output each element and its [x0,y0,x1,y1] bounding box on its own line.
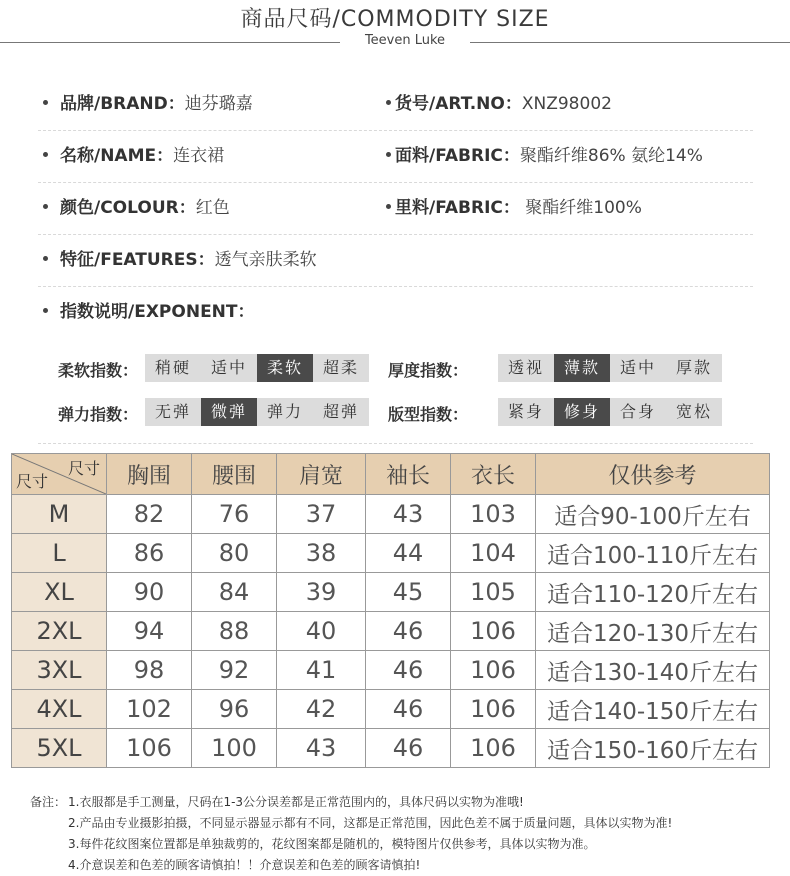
thickness-label: 厚度指数： [388,361,469,380]
index-option: 弹力 [266,402,303,421]
header-chest: 胸围 [107,454,192,495]
size-table-header [12,454,770,495]
measure-cell: 86 [107,534,192,573]
art-no-key: 货号/ART.NO： [395,94,522,114]
notes-label: 备注： [30,795,67,809]
index-option: 无弹 [154,402,191,421]
fit-label: 版型指数： [388,405,469,424]
measure-cell: 42 [277,690,366,729]
measure-cell: 46 [366,729,451,768]
page-title: 商品尺码/COMMODITY SIZE [240,7,550,32]
index-option: 超柔 [322,358,359,377]
bullet-icon [43,256,48,261]
brand-subtitle: Teeven Luke [364,33,446,48]
features-info [43,234,317,286]
size-cell: 3XL [12,651,107,690]
size-cell: 2XL [12,612,107,651]
header-length: 衣长 [451,454,536,495]
index-block [38,345,753,444]
note-text: 3.每件花纹图案位置都是单独裁剪的，花纹图案都是随机的，模特图片仅供参考，具体以实物为准。 [68,837,596,851]
fabric-info [386,130,703,182]
lining-info [386,182,642,234]
measure-cell: 90 [107,573,192,612]
elasticity-index [38,398,368,426]
name-info [43,130,224,182]
index-option: 紧身 [507,402,544,421]
measure-cell: 46 [366,612,451,651]
measure-cell: 46 [366,690,451,729]
thickness-index [388,354,748,382]
fit-index [388,398,748,426]
measure-cell: 39 [277,573,366,612]
table-row [12,534,770,573]
measure-cell: 82 [107,495,192,534]
colour-value: 红色 [195,198,230,218]
bullet-icon [386,152,391,157]
name-value: 连衣裙 [173,146,225,166]
size-cell: M [12,495,107,534]
colour-key: 颜色/COLOUR： [60,198,196,218]
colour-info [43,182,230,234]
measure-cell: 43 [366,495,451,534]
bullet-icon [386,100,391,105]
index-option: 超弹 [322,402,359,421]
info-row-exponent [38,286,753,338]
lining-value: 聚酯纤维100% [519,198,642,218]
header-waist: 腰围 [192,454,277,495]
brand-value: 迪芬璐嘉 [184,94,253,114]
size-cell: 4XL [12,690,107,729]
fabric-value: 聚酯纤维86% 氨纶14% [519,146,703,166]
measure-cell: 103 [451,495,536,534]
index-option-selected: 修身 [554,398,610,426]
measure-cell: 80 [192,534,277,573]
bullet-icon [43,204,48,209]
measure-cell: 88 [192,612,277,651]
header-reference: 仅供参考 [536,454,770,495]
bullet-icon [386,204,391,209]
size-cell: 5XL [12,729,107,768]
index-option: 适中 [619,358,656,377]
index-option: 透视 [507,358,544,377]
exponent-info [43,286,255,338]
measure-cell: 84 [192,573,277,612]
bullet-icon [43,152,48,157]
measure-cell: 40 [277,612,366,651]
corner-top-label: 尺寸 [67,459,100,478]
measure-cell: 37 [277,495,366,534]
measure-cell: 38 [277,534,366,573]
note-line [30,834,780,855]
reference-cell: 适合100-110斤左右 [536,534,770,573]
index-option-selected: 薄款 [554,354,610,382]
thickness-options [498,354,722,382]
measure-cell: 106 [451,690,536,729]
measure-cell: 106 [451,729,536,768]
measure-cell: 92 [192,651,277,690]
measure-cell: 104 [451,534,536,573]
size-cell: XL [12,573,107,612]
note-text: 2.产品由专业摄影拍摄，不同显示器显示都有不同，这都是正常范围，因此色差不属于质量问题，具体以实物为准! [68,816,673,830]
index-option-selected: 微弹 [201,398,257,426]
measure-cell: 100 [192,729,277,768]
softness-index [38,354,368,382]
exponent-key: 指数说明/EXPONENT： [60,302,255,322]
index-option: 厚款 [675,358,712,377]
measure-cell: 102 [107,690,192,729]
reference-cell: 适合110-120斤左右 [536,573,770,612]
fabric-key: 面料/FABRIC： [395,146,520,166]
table-row [12,495,770,534]
subtitle-row [0,32,790,52]
index-option: 合身 [619,402,656,421]
brand-key: 品牌/BRAND： [60,94,185,114]
index-option: 宽松 [675,402,712,421]
size-table [11,453,770,768]
measure-cell: 41 [277,651,366,690]
lining-key: 里料/FABRIC： [395,198,520,218]
measure-cell: 76 [192,495,277,534]
measure-cell: 46 [366,651,451,690]
measure-cell: 45 [366,573,451,612]
header-sleeve: 袖长 [366,454,451,495]
reference-cell: 适合130-140斤左右 [536,651,770,690]
table-row [12,690,770,729]
reference-cell: 适合90-100斤左右 [536,495,770,534]
info-row-colour [38,182,753,235]
note-line [30,813,780,834]
index-option-selected: 柔软 [257,354,313,382]
table-row [12,573,770,612]
note-text: 1.衣服都是手工测量，尺码在1-3公分误差都是正常范围内的，具体尺码以实物为准哦! [68,795,524,809]
table-row [12,729,770,768]
notes [30,792,780,876]
measure-cell: 44 [366,534,451,573]
reference-cell: 适合140-150斤左右 [536,690,770,729]
corner-cell [12,454,107,495]
corner-bottom-label: 尺寸 [16,472,49,491]
table-row [12,612,770,651]
index-option: 稍硬 [154,358,191,377]
brand-info [43,78,253,130]
measure-cell: 106 [451,651,536,690]
note-text: 4.介意误差和色差的顾客请慎拍！！介意误差和色差的顾客请慎拍! [68,858,421,872]
info-row-features [38,234,753,287]
measure-cell: 94 [107,612,192,651]
name-key: 名称/NAME： [60,146,174,166]
measure-cell: 106 [451,612,536,651]
softness-label: 柔软指数： [58,361,139,380]
fit-options [498,398,722,426]
divider-right [470,42,790,43]
features-value: 透气亲肤柔软 [214,250,317,270]
divider-left [0,42,340,43]
softness-options [145,354,369,382]
features-key: 特征/FEATURES： [60,250,215,270]
measure-cell: 98 [107,651,192,690]
index-option: 适中 [210,358,247,377]
elasticity-options [145,398,369,426]
elasticity-label: 弹力指数： [58,405,139,424]
info-row-name [38,130,753,183]
table-row [12,651,770,690]
measure-cell: 106 [107,729,192,768]
measure-cell: 43 [277,729,366,768]
measure-cell: 96 [192,690,277,729]
info-row-brand [38,78,753,131]
bullet-icon [43,100,48,105]
header-shoulder: 肩宽 [277,454,366,495]
note-line [30,792,780,813]
art-no-value: XNZ98002 [521,94,612,114]
reference-cell: 适合150-160斤左右 [536,729,770,768]
bullet-icon [43,308,48,313]
size-cell: L [12,534,107,573]
measure-cell: 105 [451,573,536,612]
reference-cell: 适合120-130斤左右 [536,612,770,651]
art-no-info [386,78,612,130]
